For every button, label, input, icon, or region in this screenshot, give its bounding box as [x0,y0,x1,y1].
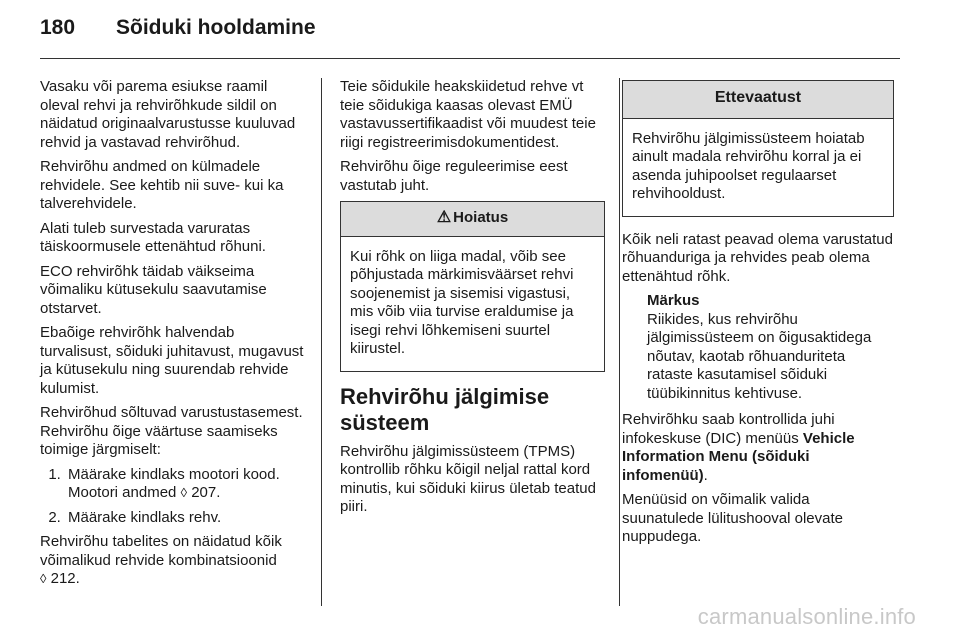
paragraph [622,411,894,485]
page-ref-icon: ◊ [180,485,188,500]
list-item-text: Määrake kindlaks rehv. [68,508,222,526]
steps-list [40,466,310,528]
paragraph: Teie sõidukile heakskiidetud rehve vt teie sõidukiga kaasas olevast EMÜ vastavussertifikaadist või muudest teie riigi registreerimisdokumentidest. [340,78,596,151]
menu-name: Vehicle Information Menu (sõiduki infomenüü) [622,429,855,484]
warning-text: Kui rõhk on liiga madal, võib see põhjustada märkimisväärset rehvi soojenemist ja sisemisi vigastusi, mis võib viia turvise eraldumise ja isegi rehvi lõhkemiseni suurtel kiirustel. [350,247,574,357]
paragraph [40,533,310,589]
paragraph: Alati tuleb survestada varuratas täiskoormusele ettenähtud rõhuni. [40,219,266,255]
page-number: 180 [40,16,76,39]
list-item [65,509,310,528]
list-item-text: Määrake kindlaks mootori kood. Mootori andmed [68,465,280,501]
note-block [622,292,894,403]
paragraph: Vasaku või parema esiukse raamil oleval rehvi ja rehvirõhkude sildil on näidatud originaalvarustusse kuuluvad rehvid ja vastavad rehvirõhud. [40,78,296,151]
column-divider-1 [321,78,322,606]
column-3 [622,80,894,553]
list-item [65,466,310,503]
header-rule [40,58,900,59]
warning-title [341,202,604,237]
page-ref-link[interactable]: 212. [50,570,80,587]
paragraph: Rehvirõhud sõltuvad varustustasemest. Rehvirõhu õige väärtuse saamiseks toimige järgmiselt: [40,404,303,458]
caution-text: Rehvirõhu jälgimissüsteem hoiatab ainult madala rehvirõhu korral ja ei asenda juhipoolset regulaarset rehvihooldust. [632,129,865,202]
paragraph: Rehvirõhu andmed on külmadele rehvidele. See kehtib nii suve- kui ka talverehvidele. [40,158,284,212]
watermark: carmanualsonline.info [697,604,916,629]
caution-title: Ettevaatust [623,81,893,119]
paragraph: Kõik neli ratast peavad olema varustatud rõhuanduriga ja rehvides peab olema ettenähtud rõhk. [622,230,893,285]
column-1 [40,78,310,595]
note-text: Riikides, kus rehvirõhu jälgimissüsteem on õigusaktidega nõutav, kaotab rõhuanduriteta rataste kasutamisel sõiduki tüübikinnitus kehtivuse. [647,310,872,402]
column-divider-2 [619,78,620,606]
paragraph-text: Rehvirõhku saab kontrollida juhi infokeskuse (DIC) menüüs [622,411,835,447]
paragraph: Rehvirõhu jälgimissüsteem (TPMS) kontrollib rõhku kõigil neljal rattal kord minutis, kui sõiduki kiirus ületab teatud piiri. [340,442,596,515]
warning-triangle-icon: ⚠ [436,209,452,226]
paragraph: Menüüsid on võimalik valida suunatulede lülitushooval olevate nuppudega. [622,491,843,545]
punctuation: . [703,466,708,484]
paragraph: Rehvirõhu õige reguleerimise eest vastutab juht. [340,158,568,194]
paragraph: Ebaõige rehvirõhk halvendab turvalisust, sõiduki juhitavust, mugavust ja kütusekulu ning suurendab rehvide kulumist. [40,324,304,397]
page-ref-link[interactable]: 207. [191,484,221,501]
paragraph-text: Rehvirõhu tabelites on näidatud kõik võimalikud rehvide kombinatsioonid [40,533,282,569]
column-2 [340,78,605,523]
paragraph: ECO rehvirõhk täidab väikseima võimaliku kütusekulu saavutamise otstarvet. [40,262,267,317]
section-heading: Rehvirõhu jälgimise süsteem [340,383,550,435]
page-ref-icon: ◊ [40,571,47,586]
note-title: Märkus [647,292,700,309]
warning-title-text: Hoiatus [453,209,509,226]
warning-box [340,201,605,372]
page-title: Sõiduki hooldamine [116,16,316,39]
page-header [40,16,316,40]
caution-box [622,80,894,217]
